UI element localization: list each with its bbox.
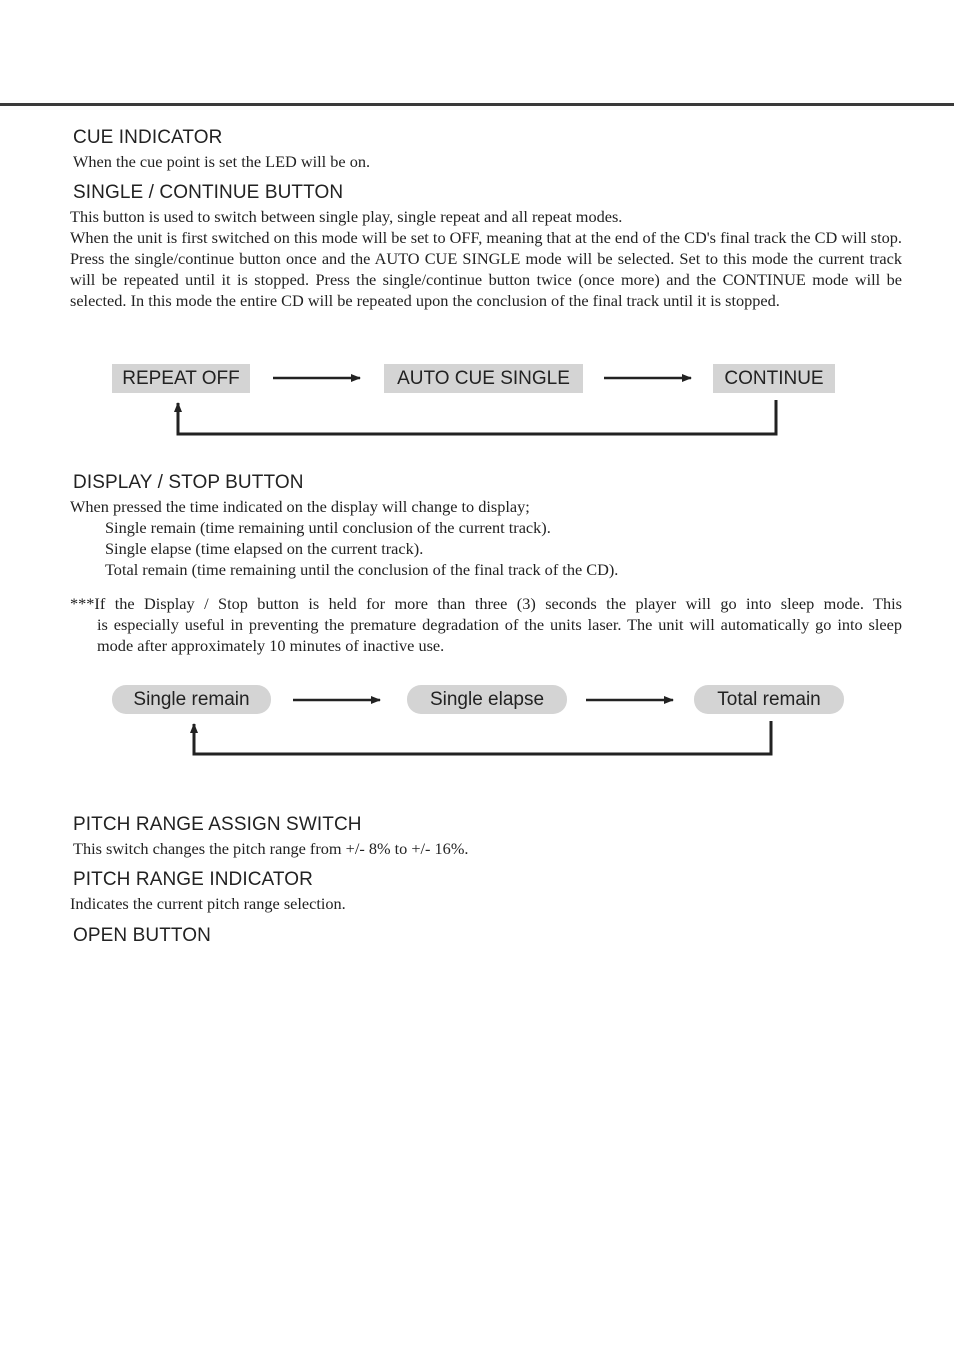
display-item-single-remain: Single remain (time remaining until conclusion of the current track). [105, 518, 551, 537]
single-continue-intro: This button is used to switch between single play, single repeat and all repeat modes. [70, 207, 623, 226]
cue-indicator-text: When the cue point is set the LED will be on. [73, 152, 371, 171]
sleep-mode-note-lead: ***If the Display / Stop button is held for more than three (3) seconds the player will go into sleep mode. This [70, 594, 902, 613]
pitch-range-assign-text: This switch changes the pitch range from +/- 8% to +/- 16%. [73, 839, 469, 858]
mode-box-repeat-off: REPEAT OFF [112, 364, 250, 393]
display-pill-single-remain: Single remain [112, 685, 271, 714]
display-stop-intro: When pressed the time indicated on the display will change to display; [70, 497, 530, 516]
display-pill-total-remain: Total remain [694, 685, 844, 714]
mode-box-continue: CONTINUE [713, 364, 835, 393]
heading-pitch-range-indicator: PITCH RANGE INDICATOR [73, 869, 313, 890]
heading-open-button: OPEN BUTTON [73, 925, 211, 946]
arrow-total-remain-back-to-single-remain [194, 721, 771, 754]
mode-box-auto-cue-single: AUTO CUE SINGLE [384, 364, 583, 393]
display-item-total-remain: Total remain (time remaining until the conclusion of the final track of the CD). [105, 560, 619, 579]
heading-display-stop: DISPLAY / STOP BUTTON [73, 472, 304, 493]
pitch-range-indicator-text: Indicates the current pitch range selection. [70, 894, 346, 913]
single-continue-description: When the unit is first switched on this mode will be set to OFF, meaning that at the end of the CD's final track the CD will stop. Press the single/continue button once and the AUTO CUE SINGLE mode will be selected. Set to this mode the current track will be repeated until it is stopped. Press the single/continue button twice (once more) and the CONTINUE mode will be selected. In this mode the entire CD will be repeated upon the conclusion of the final track until it is stopped. [70, 228, 902, 310]
heading-single-continue: SINGLE / CONTINUE BUTTON [73, 182, 344, 203]
heading-pitch-range-assign: PITCH RANGE ASSIGN SWITCH [73, 814, 362, 835]
display-pill-single-elapse: Single elapse [407, 685, 567, 714]
display-item-single-elapse: Single elapse (time elapsed on the current track). [105, 539, 424, 558]
arrow-continue-back-to-repeat-off [178, 400, 776, 434]
heading-cue-indicator: CUE INDICATOR [73, 127, 223, 148]
sleep-mode-note-rest: is especially useful in preventing the premature degradation of the units laser. The unit will automatically go into sleep mode after approximately 10 minutes of inactive use. [97, 615, 902, 655]
